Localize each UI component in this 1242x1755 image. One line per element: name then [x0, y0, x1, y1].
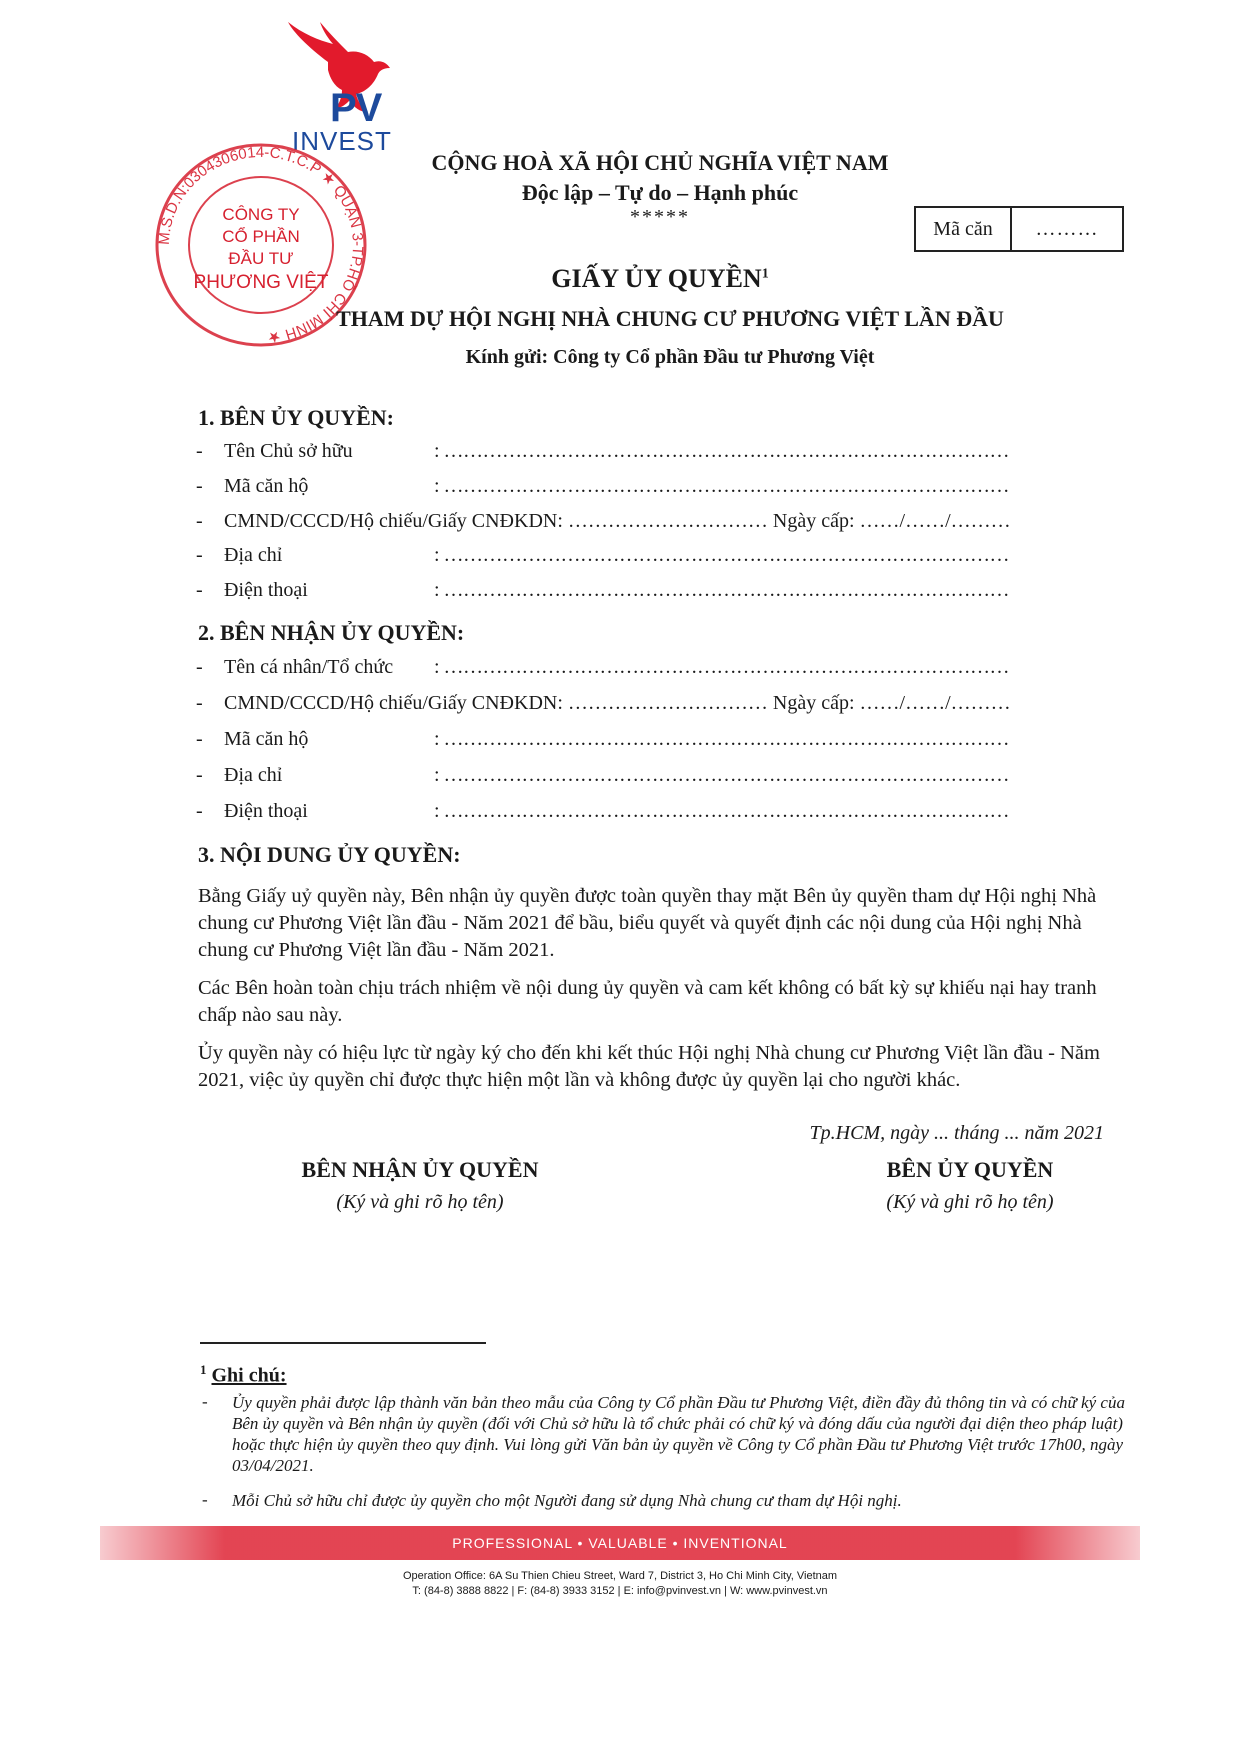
document-title-text: GIẤY ỦY QUYỀN [551, 264, 762, 293]
s2-phone-label: Điện thoại [224, 800, 308, 822]
logo-invest-text: INVEST [292, 126, 392, 156]
footnote-dash-1: - [202, 1392, 208, 1411]
s1-id-label-field[interactable]: CMND/CCCD/Hộ chiếu/Giấy CNĐKDN: ………………………… Ngày cấp: ……/……/……… [224, 510, 1011, 532]
date-line: Tp.HCM, ngày ... tháng ... năm 2021 [809, 1122, 1104, 1144]
s2-phone-field[interactable]: : …………………………………………………………………………… [434, 800, 1010, 822]
stamp-ring-text: M.S.D.N:0304306014-C.T.C.P ★ QUẬN 3-TP.HỒ CHÍ MINH ★ [155, 143, 367, 346]
section-1-heading: 1. BÊN ỦY QUYỀN: [198, 405, 394, 430]
s1-address-field[interactable]: : …………………………………………………………………………… [434, 544, 1010, 566]
content-paragraph-3: Ủy quyền này có hiệu lực từ ngày ký cho đến khi kết thúc Hội nghị Nhà chung cư Phương Việt lần đầu - Năm 2021, việc ủy quyền chỉ được thực hiện một lần và không được ủy quyền lại cho người khác. [198, 1042, 1100, 1091]
s2-address-row[interactable]: - Địa chỉ : …………………………………………………………………………… [196, 764, 1010, 786]
s2-apartment-row[interactable]: - Mã căn hộ : …………………………………………………………………………… [196, 728, 1010, 750]
document-title [380, 264, 940, 294]
title-footnote-ref: 1 [761, 266, 769, 282]
section-2-heading: 2. BÊN NHẬN ỦY QUYỀN: [198, 620, 465, 645]
grantor-sign-note: (Ký và ghi rõ họ tên) [886, 1191, 1054, 1213]
stamp-line-2: CỔ PHẦN [222, 227, 300, 246]
footnote-heading-text: Ghi chú: [211, 1364, 287, 1387]
national-motto: Độc lập – Tự do – Hạnh phúc [521, 180, 799, 205]
s1-apartment-row[interactable]: - Mã căn hộ : …………………………………………………………………………… [196, 475, 1010, 497]
s1-owner-name-row[interactable]: - Tên Chủ sở hữu : …………………………………………………………………………… [196, 440, 1010, 462]
s1-owner-name-label: Tên Chủ sở hữu [224, 440, 353, 462]
footnote-divider [200, 1342, 486, 1344]
s1-id-row[interactable]: - CMND/CCCD/Hộ chiếu/Giấy CNĐKDN: ………………………… Ngày cấp: ……/……/……… [196, 510, 1011, 532]
s2-phone-row[interactable]: - Điện thoại : …………………………………………………………………………… [196, 800, 1010, 822]
content-paragraph-2: Các Bên hoàn toàn chịu trách nhiệm về nội dung ủy quyền và cam kết không có bất kỳ sự khiếu nại hay tranh chấp nào sau này. [198, 977, 1097, 1026]
s2-person-field[interactable]: : …………………………………………………………………………… [434, 656, 1010, 678]
stamp-line-4: PHƯƠNG VIỆT [193, 272, 329, 293]
s2-address-label: Địa chỉ [224, 764, 283, 786]
footer-banner-text: PROFESSIONAL • VALUABLE • INVENTIONAL [452, 1535, 788, 1551]
s1-owner-name-field[interactable]: : …………………………………………………………………………… [434, 440, 1010, 462]
s1-phone-label: Điện thoại [224, 579, 308, 601]
footer-address: Operation Office: 6A Su Thien Chieu Street, Ward 7, District 3, Ho Chi Minh City, Vietnam [402, 1570, 838, 1582]
s2-apartment-field[interactable]: : …………………………………………………………………………… [434, 728, 1010, 750]
s2-person-label: Tên cá nhân/Tổ chức [224, 656, 394, 678]
apartment-code-field[interactable]: ……… [1035, 217, 1099, 240]
apartment-code-box [914, 206, 1124, 252]
s1-address-label: Địa chỉ [224, 544, 283, 566]
s1-address-row[interactable]: - Địa chỉ : …………………………………………………………………………… [196, 544, 1010, 566]
s1-apartment-label: Mã căn hộ [224, 475, 309, 497]
recipient-line: Kính gửi: Công ty Cổ phần Đầu tư Phương Việt [465, 346, 875, 368]
s1-phone-row[interactable]: - Điện thoại : …………………………………………………………………………… [196, 579, 1010, 601]
s2-apartment-label: Mã căn hộ [224, 728, 309, 750]
footnote-item-1: Ủy quyền phải được lập thành văn bản theo mẫu của Công ty Cổ phần Đầu tư Phương Việt, điền đầy đủ thông tin và có chữ ký của Bên ủy quyền và Bên nhận ủy quyền (đối với Chủ sở hữu là tổ chức phải có chữ ký và đóng dấu của người đại diện theo pháp luật) hoặc thực hiện ủy quyền theo quy định. Vui lòng gửi Văn bản ủy quyền về Công ty Cổ phần Đầu tư Phương Việt trước 17h00, ngày 03/04/2021. [232, 1393, 1125, 1475]
grantor-title: BÊN ỦY QUYỀN [886, 1157, 1054, 1182]
grantee-signature-block [250, 1157, 590, 1214]
footnote-ref: 1 [200, 1362, 207, 1377]
grantee-sign-note: (Ký và ghi rõ họ tên) [336, 1191, 504, 1213]
footnote-heading [200, 1362, 287, 1388]
s2-address-field[interactable]: : …………………………………………………………………………… [434, 764, 1010, 786]
section-3-heading: 3. NỘI DUNG ỦY QUYỀN: [198, 842, 461, 867]
s2-id-label-field[interactable]: CMND/CCCD/Hộ chiếu/Giấy CNĐKDN: ………………………… Ngày cấp: ……/……/……… [224, 692, 1011, 714]
s2-person-row[interactable]: - Tên cá nhân/Tổ chức : …………………………………………………………………………… [196, 656, 1010, 678]
s1-phone-field[interactable]: : …………………………………………………………………………… [434, 579, 1010, 601]
apartment-code-label: Mã căn [916, 208, 1012, 250]
stamp-line-1: CÔNG TY [222, 205, 300, 224]
logo-pv-text: PV [330, 86, 382, 130]
grantee-title: BÊN NHẬN ỦY QUYỀN [301, 1157, 539, 1182]
footer-contacts: T: (84-8) 3888 8822 | F: (84-8) 3933 3152 | E: info@pvinvest.vn | W: www.pvinvest.vn [412, 1585, 828, 1597]
s1-apartment-field[interactable]: : …………………………………………………………………………… [434, 475, 1010, 497]
content-paragraph-1: Bằng Giấy uỷ quyền này, Bên nhận ủy quyền được toàn quyền thay mặt Bên ủy quyền tham dự Hội nghị Nhà chung cư Phương Việt lần đầu - Năm 2021 để bầu, biểu quyết và quyết định các nội dung của Hội nghị Nhà chung cư Phương Việt lần đầu - Năm 2021. [198, 885, 1097, 961]
national-title: CỘNG HOÀ XÃ HỘI CHỦ NGHĨA VIỆT NAM [431, 150, 889, 175]
footnote-item-2: Mỗi Chủ sở hữu chỉ được ủy quyền cho một Người đang sử dụng Nhà chung cư tham dự Hội nghị. [232, 1491, 902, 1510]
stamp-line-3: ĐẦU TƯ [228, 249, 294, 268]
footnote-dash-2: - [202, 1490, 208, 1509]
grantor-signature-block [820, 1157, 1120, 1214]
header-stars: ***** [630, 206, 690, 228]
document-subtitle: THAM DỰ HỘI NGHỊ NHÀ CHUNG CƯ PHƯƠNG VIỆT LẦN ĐẦU [336, 306, 1004, 331]
s2-id-row[interactable]: - CMND/CCCD/Hộ chiếu/Giấy CNĐKDN: ………………………… Ngày cấp: ……/……/……… [196, 692, 1011, 714]
